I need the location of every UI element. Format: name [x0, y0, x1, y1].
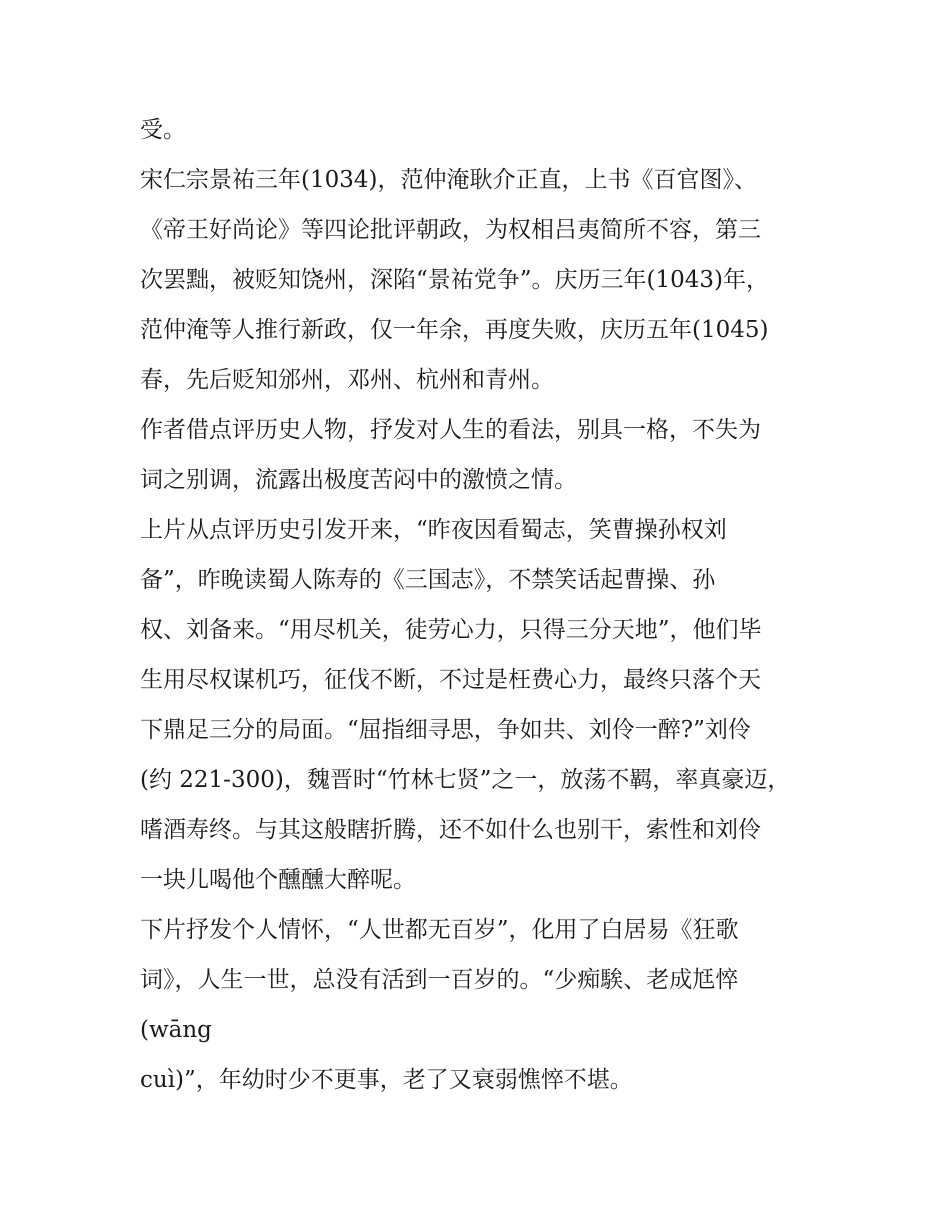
text-line: 下片抒发个人情怀，“人世都无百岁”，化用了白居易《狂歌: [140, 917, 739, 943]
text-line: 备”，昨晚读蜀人陈寿的《三国志》，不禁笑话起曹操、孙: [140, 567, 716, 593]
text-line: (wāng: [140, 1017, 212, 1043]
text-line: 受。: [140, 117, 186, 143]
text-line: 嗜酒寿终。与其这般瞎折腾，还不如什么也别干，索性和刘伶: [140, 817, 761, 843]
text-line: 范仲淹等人推行新政，仅一年余，再度失败，庆历五年(1045): [140, 317, 769, 343]
text-line: 春，先后贬知邠州，邓州、杭州和青州。: [140, 367, 554, 393]
text-line: 次罢黜，被贬知饶州，深陷“景祐党争”。庆历三年(1043)年，: [140, 267, 769, 293]
text-line: 作者借点评历史人物，抒发对人生的看法，别具一格，不失为: [140, 417, 761, 443]
text-line: 《帝王好尚论》等四论批评朝政，为权相吕夷简所不容，第三: [140, 217, 761, 243]
text-line: 宋仁宗景祐三年(1034)，范仲淹耿介正直，上书《百官图》、: [140, 167, 757, 193]
text-line: 一块儿喝他个醺醺大醉呢。: [140, 867, 416, 893]
text-line: 下鼎足三分的局面。“屈指细寻思，争如共、刘伶一醉?”刘伶: [140, 717, 751, 743]
text-line: 词》，人生一世，总没有活到一百岁的。“少痴騃、老成尪悴: [140, 967, 739, 993]
text-line: (约 221-300)，魏晋时“竹林七贤”之一，放荡不羁，率真豪迈，: [140, 767, 791, 793]
text-line: cuì)”，年幼时少不更事，老了又衰弱憔悴不堪。: [140, 1067, 633, 1093]
text-line: 上片从点评历史引发开来，“昨夜因看蜀志，笑曹操孙权刘: [140, 517, 727, 543]
text-line: 生用尽权谋机巧，征伐不断，不过是枉费心力，最终只落个天: [140, 667, 761, 693]
text-line: 权、刘备来。“用尽机关，徒劳心力，只得三分天地”，他们毕: [140, 617, 762, 643]
text-line: 词之别调，流露出极度苦闷中的激愤之情。: [140, 467, 577, 493]
